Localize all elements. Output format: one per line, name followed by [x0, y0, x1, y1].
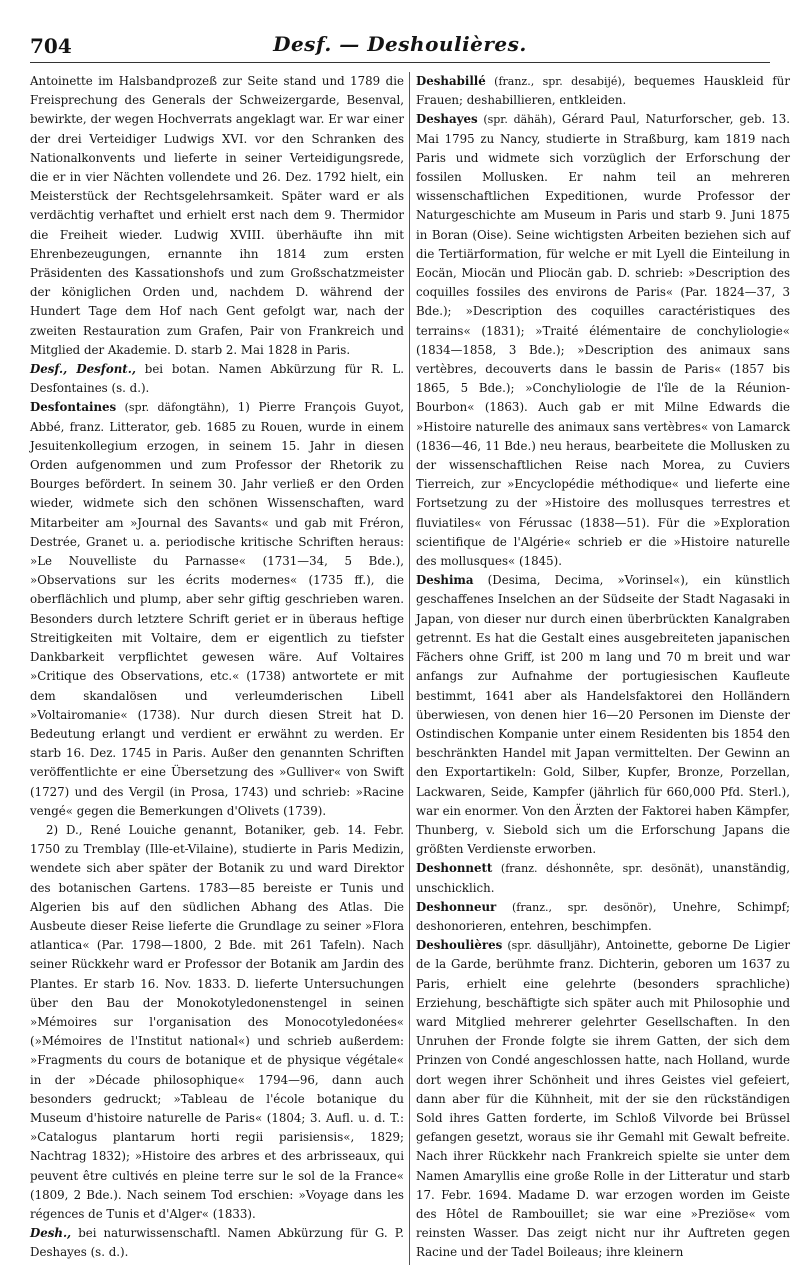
text-columns	[30, 72, 790, 1265]
entry-headword: Desfontaines	[30, 400, 117, 415]
dictionary-entry	[30, 360, 404, 398]
entry-text: , unanständig, unschicklich.	[416, 861, 790, 895]
left-column	[30, 72, 404, 1265]
entry-text: 2) D., René Louiche genannt, Botaniker, geb. 14. Febr. 1750 zu Tremblay (Ille-et-Vilaine), studierte in Paris Medizin, wendete sich aber später der Botanik zu und ward Direktor des botanischen Gartens. 1783—85 bereiste er Tunis und Algerien bis auf den südlichen Abhang des Atlas. Die Ausbeute dieser Reise lieferte die Grundlage zu seiner »Flora atlantica« (Par. 1798—1800, 2 Bde. mit 261 Tafeln). Nach seiner Rückkehr ward er Professor der Botanik am Jardin des Plantes. Er starb 16. Nov. 1833. D. lieferte Untersuchungen über den Bau der Monokotyledonenstengel in seinen »Mémoires sur l'organisation des Monocotyledonées« (»Mémoires de l'Institut national«) und schrieb außerdem: »Fragments du cours de botanique et de physique végétale« in der »Décade philosophique« 1794—96, dann auch besonders gedruckt; »Tableau de l'école botanique du Museum d'histoire naturelle de Paris« (1804; 3. Aufl. u. d. T.: »Catalogus plantarum horti regii parisiensis«, 1829; Nachtrag 1832); »Histoire des arbres et des arbrisseaux, qui peuvent être cultivés en pleine terre sur le sol de la France« (1809, 2 Bde.). Nach seinem Tod erschien: »Voyage dans les régences de Tunis et d'Alger« (1833).	[30, 822, 404, 1221]
page-header	[30, 22, 770, 63]
dictionary-entry	[30, 821, 404, 1224]
dictionary-entry	[30, 1224, 404, 1262]
entry-text: bei naturwissenschaftl. Namen Abkürzung für G. P. Deshayes (s. d.).	[30, 1226, 404, 1260]
dictionary-entry	[416, 859, 790, 897]
entry-text: bei botan. Namen Abkürzung für R. L. Desfontaines (s. d.).	[30, 362, 404, 396]
entry-headword: Deshima	[416, 573, 474, 588]
dictionary-entry	[416, 110, 790, 571]
dictionary-entry	[416, 72, 790, 110]
entry-text: Antoinette im Halsbandprozeß zur Seite stand und 1789 die Freisprechung des Generals der Schweizergarde, Besenval, bewirkte, der wegen Hochverrats angeklagt war. Er war einer der drei Verteidiger Ludwigs XVI. vor den Schranken des Nationalkonvents und lieferte in seiner Verteidigungsrede, die er in vier Nächten vollendete und 26. Dez. 1792 hielt, ein Meisterstück der Rechtsgelehrsamkeit. Später ward er als verdächtig verhaftet und erhielt erst nach dem 9. Thermidor die Freiheit wieder. Ludwig XVIII. überhäufte ihn mit Ehrenbezeugungen, ernannte ihn 1814 zum ersten Präsidenten des Kassationshofs und zum Großschatzmeister der königlichen Orden und, nachdem D. während der Hundert Tage dem Hof nach Gent gefolgt war, nach der zweiten Restauration zum Grafen, Pair von Frankreich und Mitglied der Akademie. D. starb 2. Mai 1828 in Paris.	[30, 74, 404, 357]
entry-pronunciation: (franz. déshonnête, spr. desönät)	[492, 862, 700, 876]
entry-pronunciation: (spr. däsulljähr)	[502, 939, 597, 953]
column-divider	[409, 72, 410, 1265]
entry-text: , 1) Pierre François Guyot, Abbé, franz. Litterator, geb. 1685 zu Rouen, wurde in einem Jesuitenkollegium erzogen, in seinem 15. Jahr in diesen Orden aufgenommen und zum Professor der Rhetorik zu Bourges befördert. In seinem 30. Jahr verließ er den Orden wieder, widmete sich den schönen Wissenschaften, ward Mitarbeiter am »Journal des Savants« und gab mit Fréron, Destrée, Granet u. a. periodische kritische Schriften heraus: »Le Nouvelliste du Parnasse« (1731—34, 5 Bde.), »Observations sur les écrits modernes« (1735 ff.), die oberflächlich und plump, aber sehr giftig geschrieben waren. Besonders durch letztere Schrift geriet er in überaus heftige Streitigkeiten mit Voltaire, dem er eigentlich zu tiefster Dankbarkeit verpflichtet gewesen wäre. Auf Voltaires »Critique des Observations, etc.« (1738) antwortete er mit dem skandalösen und verleumderischen Libell »Voltairomanie« (1738). Nur durch diesen Streit hat D. Bedeutung erlangt und verdient er erwähnt zu werden. Er starb 16. Dez. 1745 in Paris. Außer den genannten Schriften veröffentlichte er eine Übersetzung des »Gulliver« von Swift (1727) und des Vergil (in Prosa, 1743) und schrieb: »Racine vengé« gegen die Bemerkungen d'Olivets (1739).	[30, 400, 404, 818]
page-number: 704	[30, 34, 72, 58]
entry-headword: Desh.,	[30, 1226, 72, 1241]
entry-pronunciation: (franz., spr. desabijé)	[485, 75, 622, 88]
dictionary-entry	[416, 571, 790, 859]
entry-headword: Desf., Desfont.,	[30, 362, 136, 377]
dictionary-entry	[30, 72, 404, 360]
entry-headword: Deshonnett	[416, 861, 493, 876]
entry-headword: Deshoulières	[416, 938, 503, 953]
entry-text: , Gérard Paul, Naturforscher, geb. 13. Mai 1795 zu Nancy, studierte in Straßburg, kam 1819 nach Paris und widmete sich vorzüglich der Erforschung der fossilen Mollusken. Er nahm teil an mehreren wissenschaftlichen Expeditionen, wurde Professor der Naturgeschichte am Museum in Paris und starb 9. Juni 1875 in Boran (Oise). Seine wichtigsten Arbeiten beziehen sich auf die Tertiärformation, für welche er mit Lyell die Einteilung in Eocän, Miocän und Pliocän gab. D. schrieb: »Description des coquilles fossiles des environs de Paris« (Par. 1824—37, 3 Bde.); »Description des coquilles caractéristiques des terrains« (1831); »Traité élémentaire de conchyliologie« (1834—1858, 3 Bde.); »Description des animaux sans vertèbres, decouverts dans le bassin de Paris« (1857 bis 1865, 5 Bde.); »Conchyliologie de l'île de la Réunion-Bourbon« (1863). Auch gab er mit Milne Edwards die »Histoire naturelle des animaux sans vertèbres« von Lamarck (1836—46, 11 Bde.) neu heraus, bearbeitete die Mollusken zu der wissenschaftlichen Reise nach Morea, zu Cuviers Tierreich, zur »Encyclopédie méthodique« und lieferte eine Fortsetzung zu der »Histoire des mollusques terrestres et fluviatiles« von Férussac (1838—51). Für die »Exploration scientifique de l'Algérie« schrieb er die »Histoire naturelle des mollusques« (1845).	[416, 112, 790, 569]
entry-text: , bequemes Hauskleid für Frauen; deshabillieren, entkleiden.	[416, 74, 790, 108]
dictionary-entry	[416, 898, 790, 936]
entry-text: (Desima, Decima, »Vorinsel«), ein künstlich geschaffenes Inselchen an der Südseite der Stadt Nagasaki in Japan, von dieser nur durch einen überbrückten Kanalgraben getrennt. Es hat die Gestalt eines ausgebreiteten japanischen Fächers ohne Griff, ist 200 m lang und 70 m breit und war anfangs zur Aufnahme der portugiesischen Kaufleute bestimmt, 1641 aber als Handelsfaktorei den Holländern überwiesen, von denen hier 16—20 Personen im Dienste der Ostindischen Kompanie unter einem Residenten bis 1854 den beschränkten Handel mit Japan vermittelten. Der Gewinn an den Exportartikeln: Gold, Silber, Kupfer, Bronze, Porzellan, Lackwaren, Seide, Kampfer (jährlich für 660,000 Pfd. Sterl.), war ein enormer. Von den Ärzten der Faktorei haben Kämpfer, Thunberg, v. Siebold sich um die Erforschung Japans die größten Verdienste erworben.	[416, 573, 790, 857]
running-title: Desf. — Deshoulières.	[273, 32, 527, 56]
entry-pronunciation: (spr. dähäh)	[477, 113, 553, 127]
dictionary-entry	[30, 398, 404, 820]
entry-headword: Deshayes	[416, 112, 478, 127]
entry-headword: Deshonneur	[416, 899, 497, 914]
entry-headword: Deshabillé	[416, 74, 486, 88]
entry-pronunciation: (spr. däfongtähn)	[116, 401, 226, 415]
entry-text: , Unehre, Schimpf; deshonorieren, entehren, beschimpfen.	[416, 899, 790, 933]
entry-text: , Antoinette, geborne De Ligier de la Garde, berühmte franz. Dichterin, geboren um 1637 zu Paris, erhielt eine gelehrte (besonders sprachliche) Erziehung, beschäftigte sich später auch mit Philosophie und ward Mitglied mehrerer gelehrter Gesellschaften. In den Unruhen der Fronde folgte sie ihrem Gatten, der sich dem Prinzen von Condé angeschlossen hatte, nach Holland, wurde dort wegen ihrer Schönheit und ihres Geistes viel gefeiert, dann aber für die Kühnheit, mit der sie den rückständigen Sold ihres Gatten forderte, im Schloß Vilvorde bei Brüssel gefangen gesetzt, woraus sie ihr Gemahl mit Gewalt befreite. Nach ihrer Rückkehr nach Frankreich spielte sie unter dem Namen Amaryllis eine große Rolle in der Litteratur und starb 17. Febr. 1694. Madame D. war erzogen worden im Geiste des Hôtel de Rambouillet; sie war eine »Preziöse« vom reinsten Wasser. Das zeigt nicht nur ihr Auftreten gegen Racine und der Tadel Boileaus; ihre kleinern	[416, 938, 790, 1260]
entry-pronunciation: (franz., spr. desönör)	[496, 900, 653, 914]
dictionary-entry	[416, 936, 790, 1262]
right-column	[416, 72, 790, 1265]
